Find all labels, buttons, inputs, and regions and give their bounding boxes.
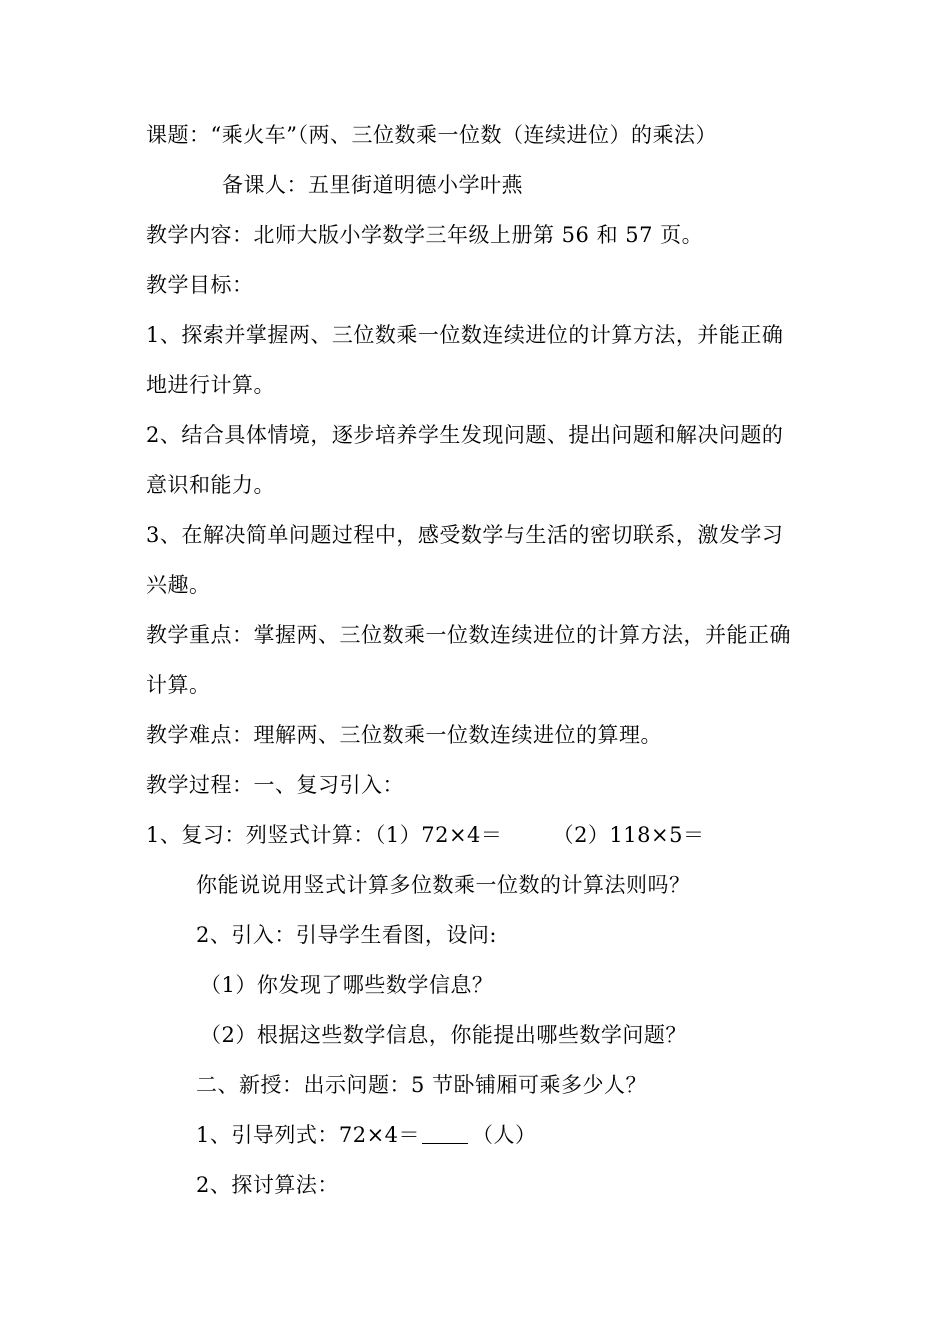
question-2: （2）根据这些数学信息，你能提出哪些数学问题？ — [200, 1023, 687, 1047]
question-1: （1）你发现了哪些数学信息？ — [200, 973, 494, 997]
goal-1-line-2: 地进行计算。 — [146, 373, 275, 397]
key-point-line-2: 计算。 — [146, 673, 211, 697]
review-question: 你能说说用竖式计算多位数乘一位数的计算法则吗？ — [196, 873, 691, 897]
author-line: 备课人：五里街道明德小学叶燕 — [222, 173, 523, 197]
answer-blank — [422, 1123, 468, 1144]
goal-3-line-1: 3、在解决简单问题过程中，感受数学与生活的密切联系，激发学习 — [146, 523, 784, 547]
discuss-line: 2、探讨算法： — [196, 1173, 339, 1197]
teaching-content: 教学内容：北师大版小学数学三年级上册第 56 和 57 页。 — [146, 223, 704, 247]
goal-3-line-2: 兴趣。 — [146, 573, 211, 597]
goal-1-line-1: 1、探索并掌握两、三位数乘一位数连续进位的计算方法，并能正确 — [146, 323, 784, 347]
formula-unit: （人） — [472, 1123, 537, 1147]
key-point-line-1: 教学重点：掌握两、三位数乘一位数连续进位的计算方法，并能正确 — [146, 623, 791, 647]
review-line: 1、复习：列竖式计算：（1）72×4＝ （2）118×5＝ — [146, 823, 705, 847]
formula-line — [196, 1121, 537, 1149]
goal-2-line-1: 2、结合具体情境，逐步培养学生发现问题、提出问题和解决问题的 — [146, 423, 784, 447]
process-heading: 教学过程：一、复习引入： — [146, 773, 404, 797]
goals-heading: 教学目标： — [146, 273, 254, 297]
goal-2-line-2: 意识和能力。 — [146, 473, 275, 497]
new-lesson-line: 二、新授：出示问题：5 节卧铺厢可乘多少人？ — [196, 1073, 648, 1097]
formula-text: 1、引导列式：72×4＝ — [196, 1123, 421, 1147]
difficulty-line: 教学难点：理解两、三位数乘一位数连续进位的算理。 — [146, 723, 662, 747]
intro-line: 2、引入：引导学生看图，设问: — [196, 923, 497, 947]
lesson-title: 课题：“乘火车”（两、三位数乘一位数（连续进位）的乘法） — [146, 123, 717, 147]
